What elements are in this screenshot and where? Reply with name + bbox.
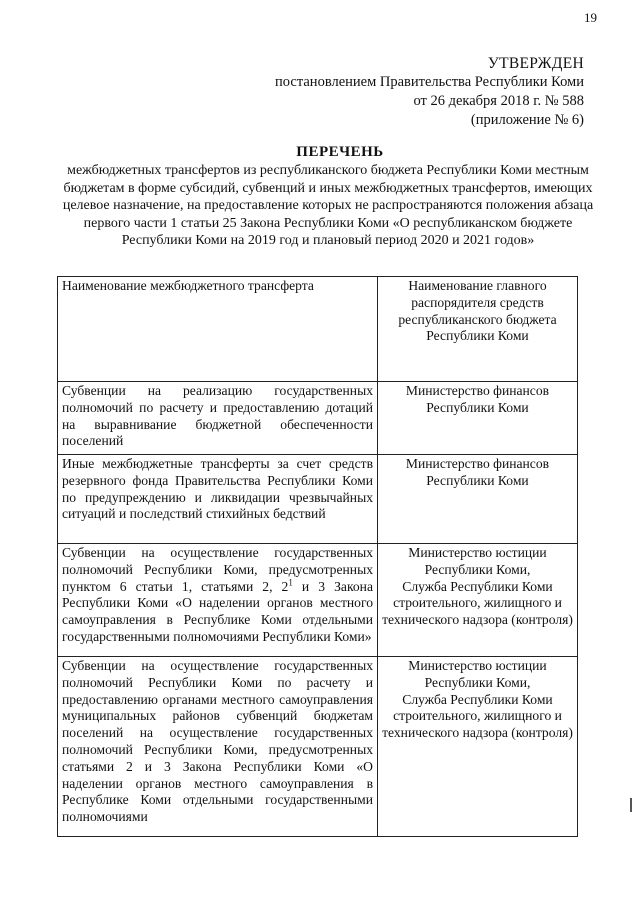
approval-line-3: (приложение № 6) <box>470 112 584 128</box>
manager-line-1: Министерство юстиции Республики Коми, <box>408 545 547 577</box>
table-row <box>58 657 578 837</box>
document-subtitle: межбюджетных трансфертов из республиканского бюджета Республики Коми местным бюджетам в форме субсидий, субвенций и иных межбюджетных трансфертов, имеющих целевое назначение, на предоставление которых не распространяются положения абзаца первого части 1 статьи 25 Закона Республики Коми «О республиканском бюджете Республики Коми на 2019 год и плановый период 2020 и 2021 годов» <box>62 163 594 248</box>
table-header-row <box>58 277 578 382</box>
approval-block <box>275 54 584 130</box>
manager-cell <box>378 544 578 657</box>
transfer-cell: Субвенции на реализацию государственных полномочий по расчету и предоставлению дотаций на выравнивание бюджетной обеспеченности поселений <box>58 382 378 455</box>
approval-line-2: от 26 декабря 2018 г. № 588 <box>413 93 584 109</box>
document-title: ПЕРЕЧЕНЬ <box>296 144 384 160</box>
transfer-cell: Субвенции на осуществление государственных полномочий Республики Коми по расчету и предоставлению органами местного самоуправления муниципальных районов субвенций бюджетам поселений на осуществление государственных полномочий Республики Коми, предусмотренных статьями 2 и 3 Закона Республики Коми «О наделении органов местного самоуправления в Республике Коми отдельными государственными полномочиями <box>58 657 378 837</box>
table-row <box>58 382 578 455</box>
header-manager: Наименование главного распорядителя средств республиканского бюджета Республики Коми <box>378 277 578 382</box>
table-row <box>58 544 578 657</box>
transfer-cell: Иные межбюджетные трансферты за счет средств резервного фонда Правительства Республики Коми по предупреждению и ликвидации чрезвычайных ситуаций и последствий стихийных бедствий <box>58 455 378 544</box>
approval-line-1: постановлением Правительства Республики Коми <box>275 74 584 90</box>
manager-line-1: Министерство юстиции Республики Коми, <box>408 658 547 690</box>
article-superscript: 1 <box>288 577 293 588</box>
header-transfer: Наименование межбюджетного трансферта <box>58 277 378 382</box>
manager-cell: Министерство финансов Республики Коми <box>378 455 578 544</box>
manager-line-2: Служба Республики Коми строительного, жилищного и технического надзора (контроля) <box>382 578 573 628</box>
manager-cell: Министерство финансов Республики Коми <box>378 382 578 455</box>
transfer-text-part-2: и 3 Закона Республики Коми «О наделении органов местного самоуправления в Республике Коми отдельными государственными полномочиями Республики Коми» <box>62 578 373 644</box>
manager-line-2: Служба Республики Коми строительного, жилищного и технического надзора (контроля) <box>382 691 573 741</box>
manager-cell <box>378 657 578 837</box>
transfer-text-part-1: Субвенции на осуществление государственных полномочий Республики Коми, предусмотренных пунктом 6 статьи 1, статьями 2, 2 <box>62 545 373 594</box>
table-row <box>58 455 578 544</box>
page-number: 19 <box>584 10 597 25</box>
approval-word: УТВЕРЖДЕН <box>487 55 584 72</box>
transfers-table <box>57 276 578 837</box>
transfer-cell <box>58 544 378 657</box>
scan-edge-mark <box>630 798 632 812</box>
